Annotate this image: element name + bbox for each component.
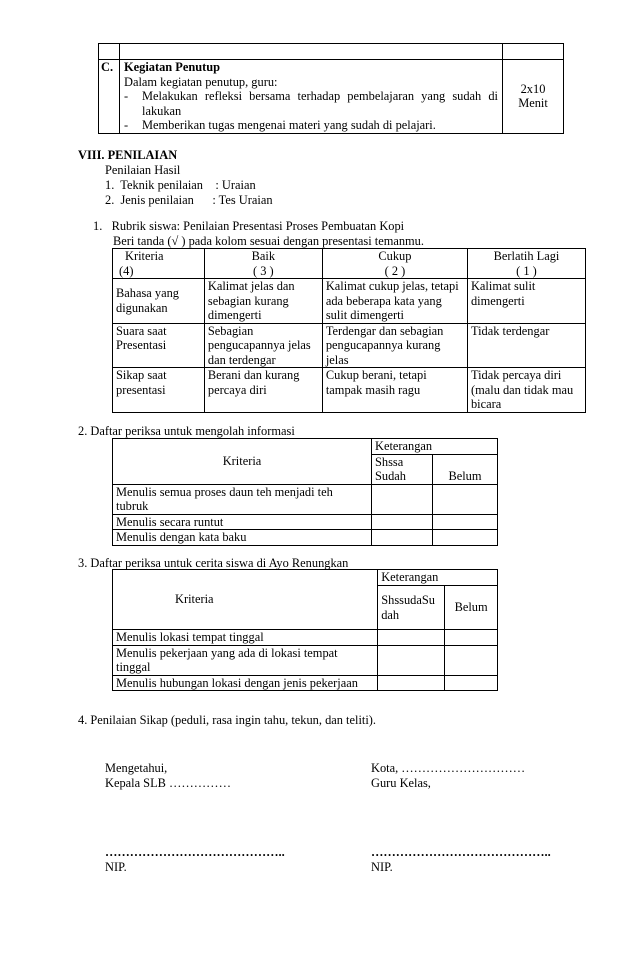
rubric-cell: Tidak terdengar xyxy=(467,323,585,368)
sign-right-line2: Guru Kelas, xyxy=(371,776,431,790)
rubric-cell: Kalimat jelas dan sebagian kurang dimengerti xyxy=(204,279,322,324)
technique-line: 1. Teknik penilaian : Uraian xyxy=(105,178,256,192)
checklist-row: Menulis secara runtut xyxy=(113,514,372,530)
time-value: 2x10 xyxy=(520,81,546,96)
sign-left-nip: NIP. xyxy=(105,860,127,874)
rubric-cell: Cukup berani, tetapi tampak masih ragu xyxy=(322,368,467,413)
rubric-header: Baik xyxy=(251,249,276,263)
belum-header: Belum xyxy=(445,586,498,630)
sudah-header: ShssudaSu dah xyxy=(378,586,445,630)
sign-right-line1: Kota, ………………………… xyxy=(371,761,526,775)
activity-intro: Dalam kegiatan penutup, guru: xyxy=(124,74,278,89)
rubric-header: Cukup xyxy=(378,249,412,263)
section-subheading: Penilaian Hasil xyxy=(105,163,181,177)
rubric-cell: Kalimat cukup jelas, tetapi ada beberapa kata yang sulit dimengerti xyxy=(322,279,467,324)
keterangan-header: Keterangan xyxy=(378,570,498,586)
criteria-header: Kriteria xyxy=(113,439,372,485)
section-heading: VIII. PENILAIAN xyxy=(78,148,178,162)
rubric-cell: Bahasa yang digunakan xyxy=(113,279,205,324)
sign-left-dots: …………………………………….. xyxy=(105,845,285,859)
criteria-header: Kriteria xyxy=(113,570,378,630)
checklist-row: Menulis lokasi tempat tinggal xyxy=(113,630,378,646)
rubric-cell: Kalimat sulit dimengerti xyxy=(467,279,585,324)
check-cell-belum xyxy=(433,484,498,514)
check-cell-belum xyxy=(445,645,498,675)
check-cell-belum xyxy=(433,514,498,530)
rubric-header-score: ( 2 ) xyxy=(384,263,406,278)
sudah-header: Shssa Sudah xyxy=(372,454,433,484)
rubric-cell: Tidak percaya diri (malu dan tidak mau bicara xyxy=(467,368,585,413)
activity-item-1: Melakukan refleksi bersama terhadap pembelajaran yang sudah di xyxy=(142,89,498,103)
rubric-cell: Sikap saat presentasi xyxy=(113,368,205,413)
checklist-row: Menulis pekerjaan yang ada di lokasi tempat tinggal xyxy=(113,645,378,675)
rubric-header: Berlatih Lagi xyxy=(493,249,560,263)
sign-left-line2: Kepala SLB …………… xyxy=(105,776,231,790)
check-cell-sudah xyxy=(378,675,445,691)
sign-left-line1: Mengetahui, xyxy=(105,761,168,775)
check-cell-belum xyxy=(445,675,498,691)
keterangan-header: Keterangan xyxy=(372,439,498,455)
attitude-line: 4. Penilaian Sikap (peduli, rasa ingin tahu, tekun, dan teliti). xyxy=(78,713,376,727)
checklist2-table xyxy=(112,438,498,546)
belum-header: Belum xyxy=(433,454,498,484)
sign-right-dots: …………………………………….. xyxy=(371,845,551,859)
checklist3-title: 3. Daftar periksa untuk cerita siswa di Ayo Renungkan xyxy=(78,556,349,570)
rubric-cell: Sebagian pengucapannya jelas dan terdengar xyxy=(204,323,322,368)
dash: - xyxy=(124,89,129,103)
checklist3-table xyxy=(112,569,498,691)
check-cell-belum xyxy=(445,630,498,646)
checklist-row: Menulis dengan kata baku xyxy=(113,530,372,546)
activity-letter: C. xyxy=(99,60,120,134)
activity-item-1-cont: lakukan xyxy=(142,103,182,118)
checklist-row: Menulis hubungan lokasi dengan jenis pekerjaan xyxy=(113,675,378,691)
rubric-title: 1. Rubrik siswa: Penilaian Presentasi Proses Pembuatan Kopi xyxy=(93,219,405,233)
rubric-cell: Suara saat Presentasi xyxy=(113,323,205,368)
time-unit: Menit xyxy=(518,96,548,111)
check-cell-sudah xyxy=(378,630,445,646)
rubric-instruction: Beri tanda (√ ) pada kolom sesuai dengan presentasi temanmu. xyxy=(113,234,424,248)
sign-right-nip: NIP. xyxy=(371,860,393,874)
check-cell-belum xyxy=(433,530,498,546)
check-cell-sudah xyxy=(378,645,445,675)
rubric-header: Kriteria xyxy=(125,249,164,263)
activity-title: Kegiatan Penutup xyxy=(124,60,221,74)
rubric-header-score: ( 1 ) xyxy=(516,263,537,278)
closing-activity-table xyxy=(98,43,564,134)
rubric-header-score: (4) xyxy=(119,263,134,278)
checklist2-title: 2. Daftar periksa untuk mengolah informasi xyxy=(78,424,295,438)
check-cell-sudah xyxy=(372,484,433,514)
rubric-cell: Berani dan kurang percaya diri xyxy=(204,368,322,413)
activity-item-2: Memberikan tugas mengenai materi yang sudah di pelajari. xyxy=(142,118,436,132)
checklist-row: Menulis semua proses daun teh menjadi teh tubruk xyxy=(113,484,372,514)
check-cell-sudah xyxy=(372,530,433,546)
rubric-table xyxy=(112,248,586,413)
check-cell-sudah xyxy=(372,514,433,530)
type-line: 2. Jenis penilaian : Tes Uraian xyxy=(105,193,273,207)
rubric-header-score: ( 3 ) xyxy=(253,263,274,278)
rubric-cell: Terdengar dan sebagian pengucapannya kurang jelas xyxy=(322,323,467,368)
dash: - xyxy=(124,118,129,132)
